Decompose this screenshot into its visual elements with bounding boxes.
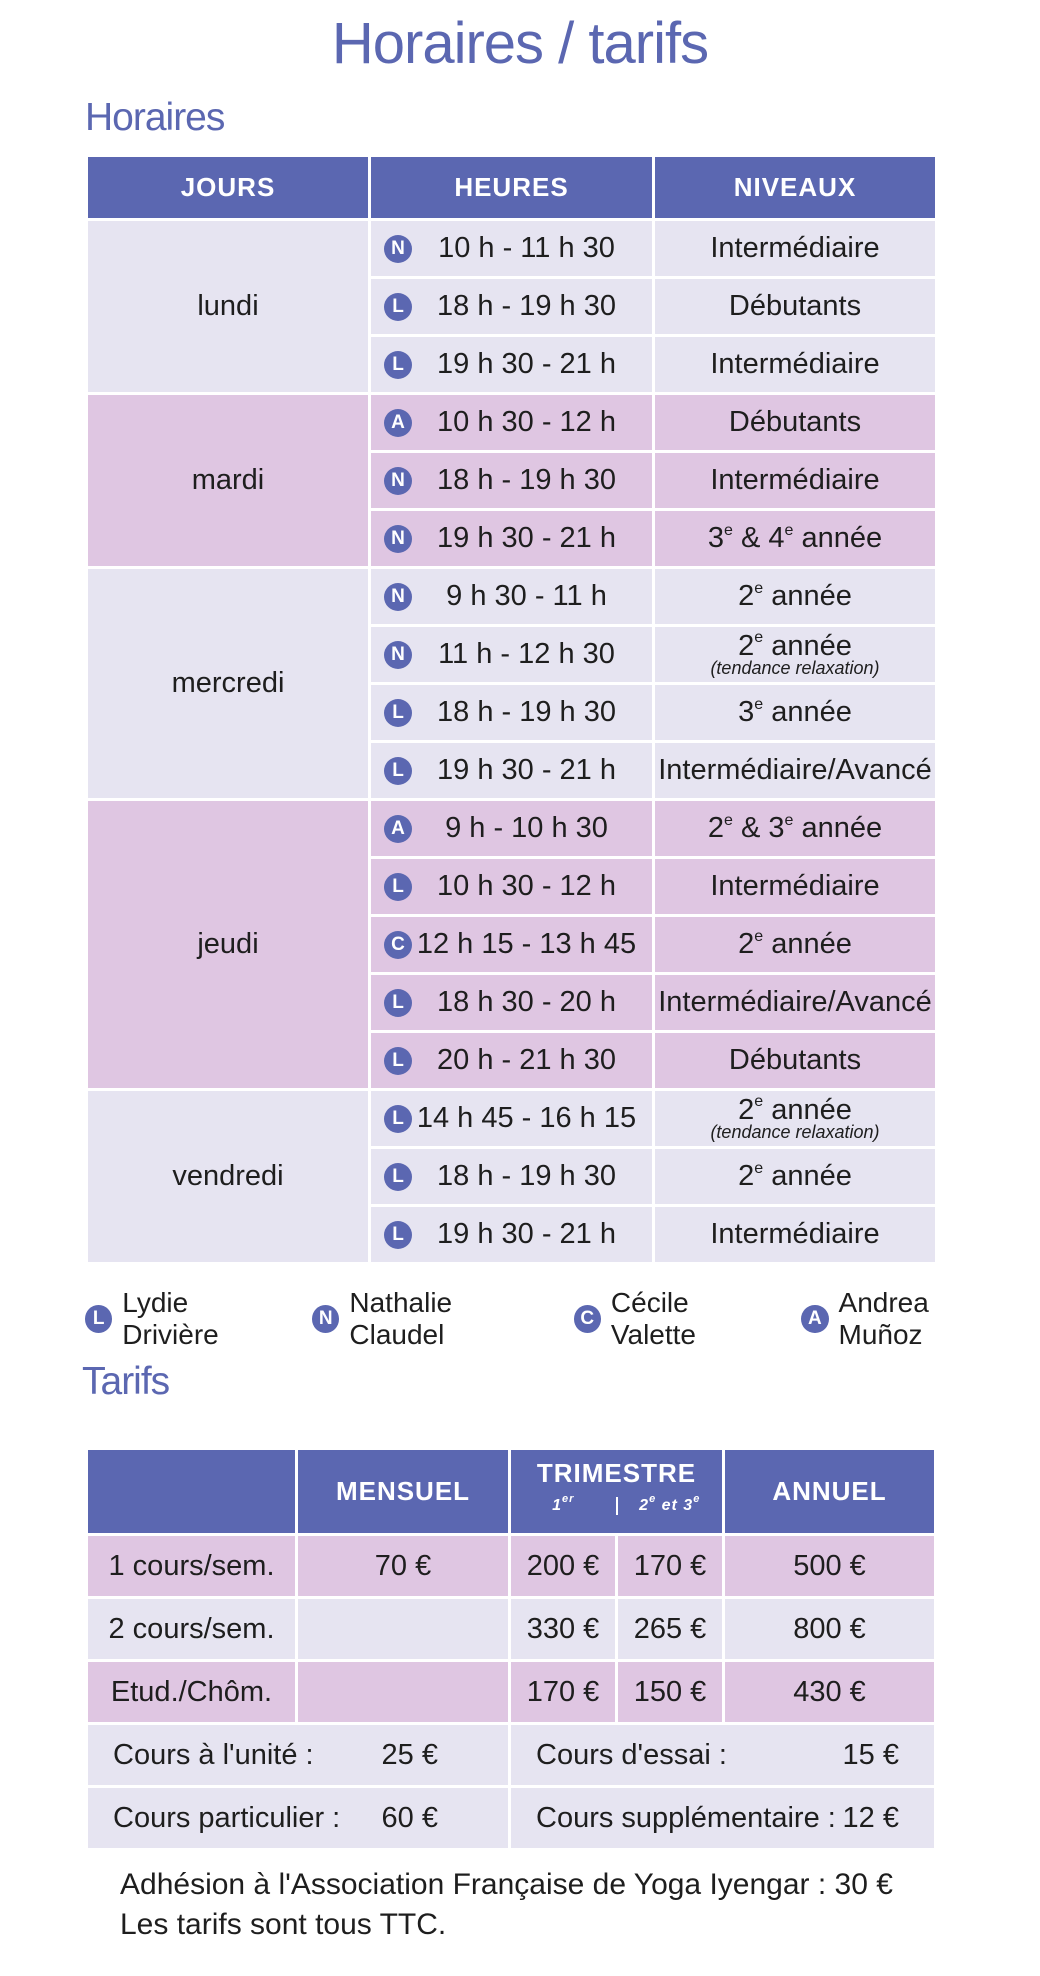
teacher-badge-icon: N	[384, 583, 412, 611]
level-text: Intermédiaire	[710, 1218, 880, 1251]
level-text: Intermédiaire	[710, 348, 880, 381]
hours-cell	[371, 975, 652, 1030]
hours-cell	[371, 221, 652, 276]
header-empty	[88, 1450, 295, 1533]
hours-text: 18 h - 19 h 30	[437, 464, 616, 496]
level-cell	[655, 859, 935, 914]
hours-cell	[371, 627, 652, 682]
hours-text: 10 h - 11 h 30	[438, 232, 615, 264]
teacher-name: Lydie Drivière	[122, 1287, 219, 1350]
header-day: JOURS	[88, 157, 368, 218]
level-text: Intermédiaire/Avancé	[658, 754, 932, 787]
tarif-label-cell: Etud./Chôm.	[88, 1662, 295, 1722]
teacher-badge-icon: L	[384, 1047, 412, 1075]
teacher-badge-icon: A	[384, 409, 412, 437]
schedule-row	[88, 569, 935, 624]
level-cell	[655, 511, 935, 566]
tarif-q1-cell: 330 €	[511, 1599, 615, 1659]
hours-text: 19 h 30 - 21 h	[437, 522, 616, 554]
hours-text: 18 h - 19 h 30	[437, 290, 616, 322]
header-levels: NIVEAUX	[655, 157, 935, 218]
teacher-badge-icon: N	[384, 641, 412, 669]
teacher-badge-icon: L	[384, 1105, 412, 1133]
tarif-monthly-cell	[298, 1662, 508, 1722]
day-cell: vendredi	[88, 1091, 368, 1262]
day-cell: jeudi	[88, 801, 368, 1088]
tarif-q23-cell: 265 €	[618, 1599, 722, 1659]
hours-cell	[371, 337, 652, 392]
hours-cell	[371, 917, 652, 972]
level-cell	[655, 917, 935, 972]
teacher-badge-icon: L	[384, 351, 412, 379]
tarif-monthly-cell: 70 €	[298, 1536, 508, 1596]
level-text: 2e & 3e année	[707, 811, 883, 845]
hours-text: 18 h 30 - 20 h	[437, 986, 616, 1018]
hours-text: 18 h - 19 h 30	[437, 1160, 616, 1192]
misc-label: Cours supplémentaire :	[536, 1801, 836, 1834]
level-text: 2e année	[738, 1159, 852, 1193]
header-quarter-first: 1er	[511, 1497, 618, 1515]
teacher-badge-icon: A	[801, 1305, 828, 1333]
level-text: 2e année	[738, 579, 852, 613]
level-cell	[655, 221, 935, 276]
header-quarter	[511, 1450, 722, 1533]
schedule-row	[88, 221, 935, 276]
legend-item	[801, 1287, 1016, 1351]
level-cell	[655, 337, 935, 392]
teacher-badge-icon: L	[384, 699, 412, 727]
level-text: Débutants	[728, 290, 862, 323]
level-cell	[655, 279, 935, 334]
tarif-row	[88, 1536, 934, 1596]
day-cell: mercredi	[88, 569, 368, 798]
tarif-monthly-cell	[298, 1599, 508, 1659]
hours-cell	[371, 1149, 652, 1204]
schedule-row	[88, 395, 935, 450]
tarif-row	[88, 1662, 934, 1722]
tarif-label-cell: 2 cours/sem.	[88, 1599, 295, 1659]
misc-tarif-row	[88, 1725, 934, 1785]
tarif-annual-cell: 430 €	[725, 1662, 934, 1722]
misc-tarif-row	[88, 1788, 934, 1848]
schedule-table	[85, 154, 938, 1265]
level-cell	[655, 395, 935, 450]
level-cell	[655, 453, 935, 508]
teacher-badge-icon: L	[384, 757, 412, 785]
footer-line-2: Les tarifs sont tous TTC.	[120, 1908, 447, 1941]
hours-cell	[371, 1091, 652, 1146]
level-text: 3e année	[738, 695, 852, 729]
level-text: 2e année	[738, 1093, 852, 1126]
teacher-badge-icon: L	[384, 1163, 412, 1191]
level-cell	[655, 685, 935, 740]
teacher-badge-icon: N	[384, 235, 412, 263]
misc-price: 25 €	[381, 1738, 438, 1771]
level-text: Intermédiaire	[710, 870, 880, 903]
header-quarter-title: TRIMESTRE	[536, 1458, 697, 1488]
hours-cell	[371, 685, 652, 740]
footer-line-1: Adhésion à l'Association Française de Yoga Iyengar : 30 €	[120, 1868, 893, 1901]
level-cell	[655, 627, 935, 682]
tarif-q1-cell: 200 €	[511, 1536, 615, 1596]
tarif-q23-cell: 150 €	[618, 1662, 722, 1722]
hours-cell	[371, 743, 652, 798]
teacher-badge-icon: C	[384, 931, 412, 959]
misc-tarif-cell	[88, 1725, 508, 1785]
level-text: Débutants	[728, 406, 862, 439]
hours-text: 14 h 45 - 16 h 15	[416, 1102, 637, 1134]
header-hours: HEURES	[371, 157, 652, 218]
level-cell	[655, 1207, 935, 1262]
hours-cell	[371, 1207, 652, 1262]
tarif-label-cell: 1 cours/sem.	[88, 1536, 295, 1596]
header-annual: ANNUEL	[725, 1450, 934, 1533]
teacher-name: Andrea Muñoz	[838, 1287, 929, 1350]
teacher-name: Nathalie Claudel	[349, 1287, 453, 1350]
hours-text: 19 h 30 - 21 h	[437, 348, 616, 380]
level-cell	[655, 1033, 935, 1088]
teacher-badge-icon: L	[85, 1305, 112, 1333]
level-text: Intermédiaire	[710, 232, 880, 265]
hours-text: 9 h - 10 h 30	[445, 812, 608, 844]
tarifs-heading: Tarifs	[82, 1360, 170, 1403]
hours-text: 18 h - 19 h 30	[437, 696, 616, 728]
tarifs-table	[85, 1447, 937, 1851]
tarif-q23-cell: 170 €	[618, 1536, 722, 1596]
level-text: 2e année	[738, 629, 852, 662]
teacher-badge-icon: L	[384, 989, 412, 1017]
tarif-annual-cell: 500 €	[725, 1536, 934, 1596]
hours-text: 11 h - 12 h 30	[438, 638, 615, 670]
hours-cell	[371, 859, 652, 914]
hours-cell	[371, 1033, 652, 1088]
level-cell	[655, 569, 935, 624]
level-text: Intermédiaire	[710, 464, 880, 497]
level-note: (tendance relaxation)	[710, 658, 880, 679]
hours-text: 9 h 30 - 11 h	[446, 580, 607, 612]
legend-item	[85, 1287, 288, 1351]
misc-price: 12 €	[842, 1801, 899, 1834]
teacher-name: Cécile Valette	[610, 1287, 696, 1350]
teacher-badge-icon: C	[574, 1305, 601, 1333]
hours-cell	[371, 279, 652, 334]
hours-text: 12 h 15 - 13 h 45	[416, 928, 637, 960]
level-text: 2e année	[738, 927, 852, 961]
hours-text: 19 h 30 - 21 h	[437, 1218, 616, 1250]
hours-cell	[371, 511, 652, 566]
level-cell	[655, 975, 935, 1030]
level-cell	[655, 801, 935, 856]
level-text: Intermédiaire/Avancé	[658, 986, 932, 1019]
schedule-row	[88, 1091, 935, 1146]
schedule-heading: Horaires	[85, 96, 225, 139]
hours-text: 10 h 30 - 12 h	[437, 870, 616, 902]
page-title: Horaires / tarifs	[331, 11, 709, 76]
day-cell: mardi	[88, 395, 368, 566]
level-cell	[655, 1149, 935, 1204]
misc-price: 60 €	[381, 1801, 438, 1834]
teacher-badge-icon: L	[384, 293, 412, 321]
misc-tarif-cell	[511, 1788, 934, 1848]
misc-label: Cours d'essai :	[536, 1738, 727, 1771]
schedule-row	[88, 801, 935, 856]
level-cell	[655, 743, 935, 798]
tarif-row	[88, 1599, 934, 1659]
hours-text: 10 h 30 - 12 h	[437, 406, 616, 438]
teacher-badge-icon: A	[384, 815, 412, 843]
header-monthly: MENSUEL	[298, 1450, 508, 1533]
level-text: 3e & 4e année	[707, 521, 883, 555]
teacher-badge-icon: N	[312, 1305, 339, 1333]
misc-label: Cours particulier :	[113, 1801, 341, 1834]
legend-item	[574, 1287, 778, 1351]
level-cell	[655, 1091, 935, 1146]
header-quarter-other: 2e et 3e	[639, 1492, 701, 1514]
teacher-legend	[85, 1287, 1040, 1351]
misc-tarif-cell	[88, 1788, 508, 1848]
teacher-badge-icon: N	[384, 467, 412, 495]
teacher-badge-icon: L	[384, 873, 412, 901]
hours-cell	[371, 569, 652, 624]
tarif-annual-cell: 800 €	[725, 1599, 934, 1659]
misc-label: Cours à l'unité :	[113, 1738, 314, 1771]
hours-cell	[371, 801, 652, 856]
misc-price: 15 €	[842, 1738, 899, 1771]
misc-tarif-cell	[511, 1725, 934, 1785]
level-text: Débutants	[728, 1044, 862, 1077]
teacher-badge-icon: N	[384, 525, 412, 553]
day-cell: lundi	[88, 221, 368, 392]
legend-item	[312, 1287, 550, 1351]
hours-text: 20 h - 21 h 30	[437, 1044, 616, 1076]
hours-cell	[371, 453, 652, 508]
tarif-q1-cell: 170 €	[511, 1662, 615, 1722]
level-note: (tendance relaxation)	[710, 1122, 880, 1143]
footer-note	[120, 1865, 893, 1945]
hours-cell	[371, 395, 652, 450]
hours-text: 19 h 30 - 21 h	[437, 754, 616, 786]
teacher-badge-icon: L	[384, 1221, 412, 1249]
